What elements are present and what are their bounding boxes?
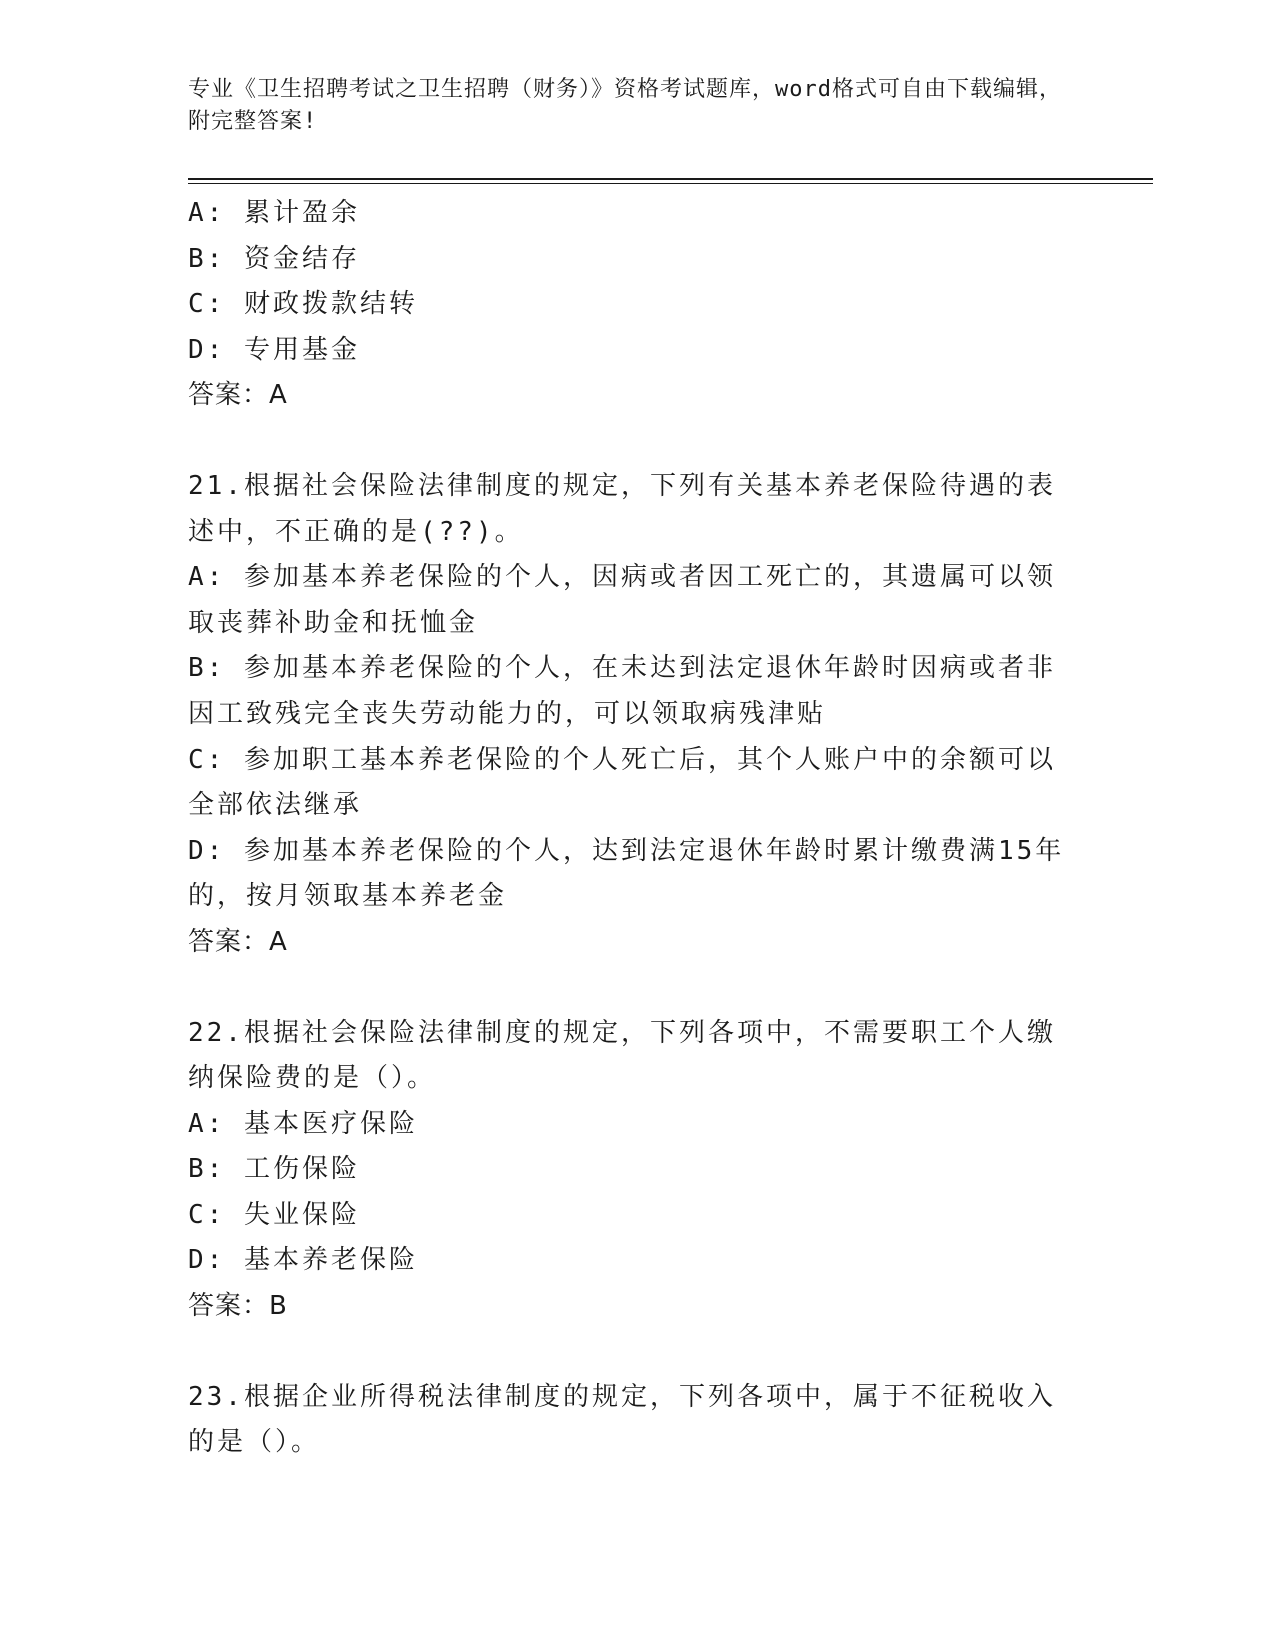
option-d: D: 专用基金 (188, 334, 360, 365)
option-d: D: 基本养老保险 (188, 1245, 418, 1276)
option-b: B: 资金结存 (188, 243, 360, 274)
option-a: A: 参加基本养老保险的个人，因病或者因工死亡的，其遗属可以领取丧葬补助金和抚恤金 (188, 562, 1056, 638)
header-rule-thick (188, 178, 1153, 180)
option-b: B: 参加基本养老保险的个人，在未达到法定退休年龄时因病或者非因工致残完全丧失劳动能力的，可以领取病残津贴 (188, 653, 1056, 729)
answer-line: 答案：A (188, 926, 288, 957)
question-22 (188, 1011, 1078, 1330)
option-b: B: 工伤保险 (188, 1154, 360, 1185)
document-body (188, 191, 1078, 1466)
option-a: A: 累计盈余 (188, 198, 360, 228)
question-23 (188, 1375, 1078, 1466)
prev-question-block (188, 191, 1078, 419)
option-c: C: 失业保险 (188, 1199, 360, 1230)
option-c: C: 财政拨款结转 (188, 289, 418, 320)
question-stem: 23.根据企业所得税法律制度的规定，下列各项中，属于不征税收入的是（）。 (188, 1381, 1056, 1458)
question-stem: 21.根据社会保险法律制度的规定，下列有关基本养老保险待遇的表述中，不正确的是(??)。 (188, 470, 1056, 547)
option-c: C: 参加职工基本养老保险的个人死亡后，其个人账户中的余额可以全部依法继承 (188, 744, 1056, 821)
answer-line: 答案：B (188, 1291, 288, 1322)
document-header: 专业《卫生招聘考试之卫生招聘（财务）》资格考试题库，word格式可自由下载编辑，附完整答案! (188, 77, 1062, 134)
option-d: D: 参加基本养老保险的个人，达到法定退休年龄时累计缴费满15年的，按月领取基本养老金 (188, 835, 1065, 912)
option-a: A: 基本医疗保险 (188, 1108, 418, 1139)
answer-line: 答案：A (188, 380, 288, 411)
header-rule-thin (188, 183, 1153, 184)
question-stem: 22.根据社会保险法律制度的规定，下列各项中，不需要职工个人缴纳保险费的是（）。 (188, 1017, 1056, 1094)
question-21 (188, 464, 1078, 966)
